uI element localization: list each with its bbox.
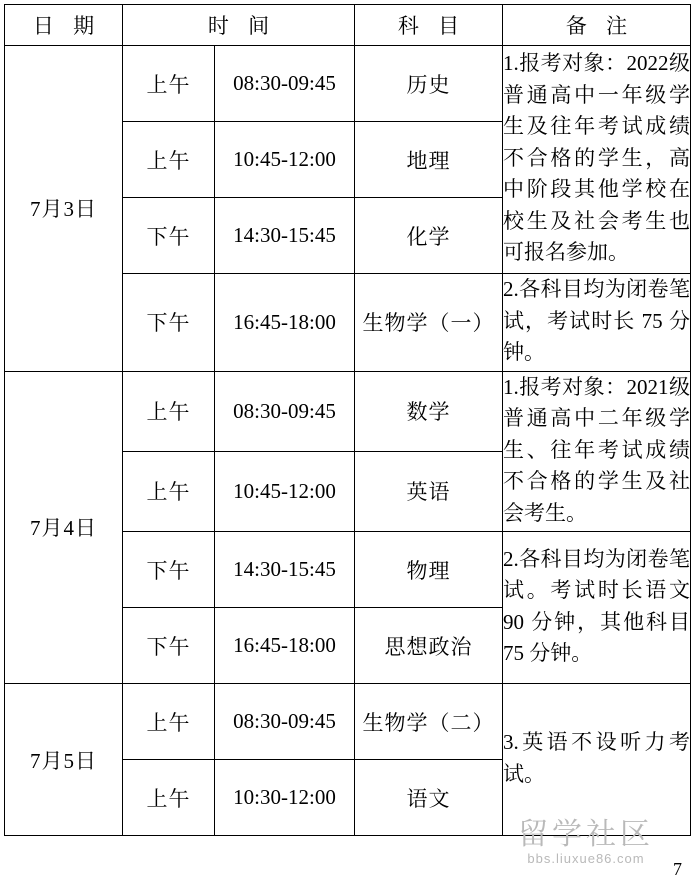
subject-cell: 物理 xyxy=(355,532,503,608)
note-paragraph: 1.报考对象：2021级普通高中二年级学生、往年考试成绩不合格的学生及社会考生。 xyxy=(503,374,690,525)
note-paragraph: 2.各科目均为闭卷笔试，考试时长 75 分钟。 xyxy=(503,277,690,364)
subject-cell: 化学 xyxy=(355,198,503,274)
date-cell-day2: 7月4日 xyxy=(5,371,123,684)
note-paragraph: 2.各科目均为闭卷笔试。考试时长语文 90 分钟，其他科目 75 分钟。 xyxy=(503,546,690,665)
subject-cell: 生物学（二） xyxy=(355,684,503,760)
half-cell: 下午 xyxy=(123,274,215,372)
time-cell: 08:30-09:45 xyxy=(215,46,355,122)
time-cell: 14:30-15:45 xyxy=(215,532,355,608)
time-cell: 10:45-12:00 xyxy=(215,451,355,531)
half-cell: 上午 xyxy=(123,371,215,451)
subject-cell: 生物学（一） xyxy=(355,274,503,372)
subject-cell: 历史 xyxy=(355,46,503,122)
header-time: 时 间 xyxy=(123,5,355,46)
time-cell: 16:45-18:00 xyxy=(215,608,355,684)
half-cell: 下午 xyxy=(123,198,215,274)
page-number: 7 xyxy=(673,859,682,879)
table-row xyxy=(5,46,691,122)
time-cell: 08:30-09:45 xyxy=(215,684,355,760)
document-page xyxy=(0,4,694,884)
time-cell: 08:30-09:45 xyxy=(215,371,355,451)
subject-cell: 语文 xyxy=(355,760,503,836)
subject-cell: 英语 xyxy=(355,451,503,531)
time-cell: 10:30-12:00 xyxy=(215,760,355,836)
notes-cell-day1-b xyxy=(503,274,691,372)
table-body xyxy=(5,46,691,836)
half-cell: 上午 xyxy=(123,46,215,122)
header-notes: 备 注 xyxy=(503,5,691,46)
notes-cell-day2-a xyxy=(503,371,691,532)
table-row xyxy=(5,684,691,760)
time-cell: 10:45-12:00 xyxy=(215,122,355,198)
date-cell-day1: 7月3日 xyxy=(5,46,123,372)
half-cell: 下午 xyxy=(123,532,215,608)
notes-cell-day1-a xyxy=(503,46,691,274)
notes-cell-day2-b xyxy=(503,532,691,684)
half-cell: 下午 xyxy=(123,608,215,684)
table-header-row xyxy=(5,5,691,46)
header-date: 日 期 xyxy=(5,5,123,46)
table-header xyxy=(5,5,691,46)
half-cell: 上午 xyxy=(123,684,215,760)
exam-schedule-table xyxy=(4,4,691,836)
subject-cell: 思想政治 xyxy=(355,608,503,684)
half-cell: 上午 xyxy=(123,122,215,198)
watermark-title: 留学社区 xyxy=(518,818,654,851)
header-subject: 科 目 xyxy=(355,5,503,46)
subject-cell: 数学 xyxy=(355,371,503,451)
time-cell: 14:30-15:45 xyxy=(215,198,355,274)
table-row xyxy=(5,371,691,451)
half-cell: 上午 xyxy=(123,760,215,836)
half-cell: 上午 xyxy=(123,451,215,531)
watermark-url: bbs.liuxue86.com xyxy=(527,851,645,866)
date-cell-day3: 7月5日 xyxy=(5,684,123,836)
note-paragraph: 3.英语不设听力考试。 xyxy=(503,730,690,786)
time-cell: 16:45-18:00 xyxy=(215,274,355,372)
notes-cell-day3 xyxy=(503,684,691,836)
note-paragraph: 1.报考对象：2022级普通高中一年级学生及往年考试成绩不合格的学生，高中阶段其他学校在校生及社会考生也可报名参加。 xyxy=(503,51,690,265)
subject-cell: 地理 xyxy=(355,122,503,198)
